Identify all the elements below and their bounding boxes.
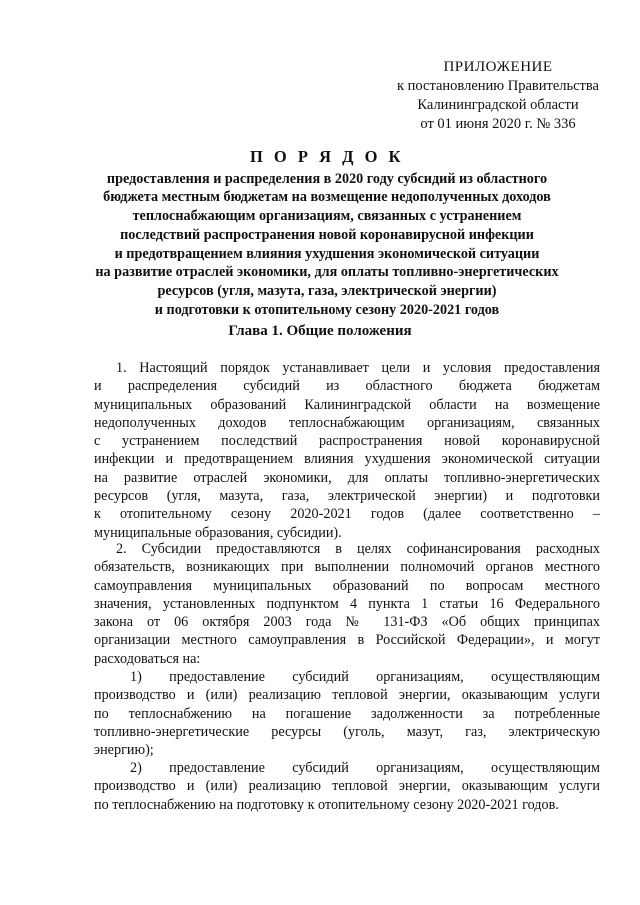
- order-subtitle-line: последствий распространения новой коронавирусной инфекции: [120, 226, 534, 243]
- appendix-line: Калининградской области: [417, 97, 579, 113]
- paragraph-2: [94, 540, 600, 668]
- paragraph-line: обязательств, возникающих при выполнении полномочий органов местного: [94, 559, 600, 576]
- paragraph-line: ресурсов (угля, мазута, газа, электрической энергии) и подготовки: [94, 488, 600, 505]
- order-subtitle-line: бюджета местным бюджетам на возмещение недополученных доходов: [103, 189, 551, 206]
- paragraph-line: по теплоснабжению на подготовку к отопительному сезону 2020-2021 годов.: [94, 796, 559, 813]
- paragraph-line: на развитие отраслей экономики, для оплаты топливно-энергетических: [94, 469, 600, 486]
- order-subtitle-line: ресурсов (угля, мазута, газа, электрической энергии): [157, 282, 497, 299]
- paragraph-line: топливно-энергетические ресурсы (уголь, мазут, газ, электрическую: [94, 723, 600, 740]
- appendix-line: к постановлению Правительства: [397, 78, 599, 94]
- paragraph-line: инфекции и предотвращением влияния ухудшения экономической ситуации: [94, 451, 600, 468]
- paragraph-line: энергию);: [94, 742, 154, 759]
- chapter-title: Глава 1. Общие положения: [228, 323, 412, 339]
- paragraph-line: организации местного самоуправления в Российской Федерации», и могут: [94, 632, 600, 649]
- paragraph-line: по теплоснабжению на погашение задолженности за потребленные: [94, 705, 600, 722]
- paragraph-line: расходоваться на:: [94, 650, 201, 667]
- paragraph-line: закона от 06 октября 2003 года № 131-ФЗ «Об общих принципах: [94, 614, 600, 631]
- appendix-header: [378, 58, 618, 134]
- order-subtitle-line: теплоснабжающим организациям, связанных с устранением: [132, 208, 522, 225]
- paragraph-line: к отопительному сезону 2020-2021 годов (далее соответственно –: [94, 506, 600, 523]
- paragraph-line: 2. Субсидии предоставляются в целях софинансирования расходных: [116, 541, 600, 557]
- order-subtitle-line: на развитие отраслей экономики, для оплаты топливно-энергетических: [95, 264, 559, 281]
- subitem-2-1: [94, 668, 600, 759]
- paragraph-line: 2) предоставление субсидий организациям, осуществляющим: [130, 760, 600, 776]
- paragraph-line: муниципальных образований Калининградской области на возмещение: [94, 396, 600, 413]
- order-title-block: [62, 148, 592, 319]
- appendix-date-line: от 01 июня 2020 г. № 336: [420, 116, 576, 132]
- paragraph-line: недополученных доходов теплоснабжающим организациям, связанных: [94, 414, 600, 431]
- paragraph-line: самоуправления муниципальных образований по вопросам местного: [94, 577, 600, 594]
- paragraph-line: муниципальные образования, субсидии).: [94, 524, 342, 541]
- paragraph-line: производство и (или) реализацию тепловой энергии, оказывающим услуги: [94, 778, 600, 795]
- paragraph-line: и распределения субсидий из областного бюджета бюджетам: [94, 378, 600, 395]
- paragraph-1: [94, 359, 600, 542]
- order-subtitle-line: предоставления и распределения в 2020 году субсидий из областного: [106, 170, 548, 187]
- order-subtitle-line: и подготовки к отопительному сезону 2020-2021 годов: [154, 301, 500, 318]
- paragraph-line: 1. Настоящий порядок устанавливает цели и условия предоставления: [116, 360, 600, 376]
- paragraph-line: производство и (или) реализацию тепловой энергии, оказывающим услуги: [94, 687, 600, 704]
- paragraph-line: значения, установленных подпунктом 4 пункта 1 статьи 16 Федерального: [94, 595, 600, 612]
- order-title: П О Р Я Д О К: [249, 147, 405, 166]
- paragraph-line: с устранением последствий распространения новой коронавирусной: [94, 433, 600, 450]
- subitem-2-2: [94, 759, 600, 814]
- order-subtitle-line: и предотвращением влияния ухудшения экономической ситуации: [114, 245, 540, 262]
- appendix-heading: ПРИЛОЖЕНИЕ: [443, 59, 553, 75]
- paragraph-line: 1) предоставление субсидий организациям, осуществляющим: [130, 669, 600, 685]
